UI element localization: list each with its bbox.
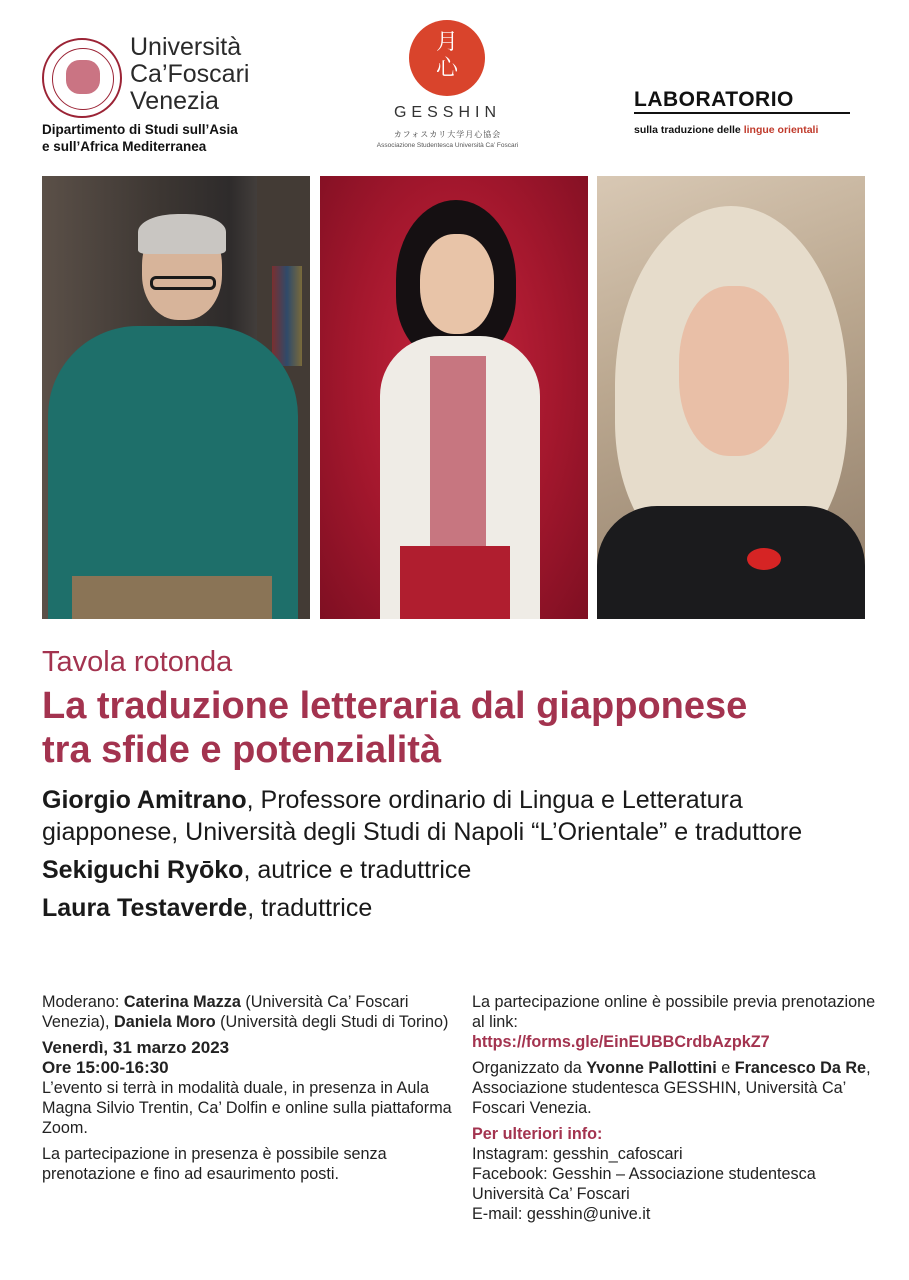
gesshin-subtitle-jp: カフォスカリ大学月心協会 [393,130,502,139]
department-line1: Dipartimento di Studi sull’Asia [42,122,238,137]
online-participation: La partecipazione online è possibile previa prenotazione al link: [472,993,876,1031]
event-type: Tavola rotonda [42,646,233,678]
university-name-line1: Università [130,33,242,61]
event-date: Venerdì, 31 marzo 2023 [42,1038,230,1057]
facebook-contact[interactable]: Facebook: Gesshin – Associazione studentesca Università Ca’ Foscari [472,1165,816,1203]
university-name-line2: Ca’Foscari [130,60,250,88]
speaker-photo-sekiguchi [320,176,588,619]
speaker-photo-testaverde [597,176,865,619]
laboratorio-logo-rule [634,112,850,114]
registration-link[interactable]: https://forms.gle/EinEUBBCrdbAzpkZ7 [472,1033,770,1051]
event-time: Ore 15:00-16:30 [42,1058,169,1077]
event-details [42,992,452,1190]
event-title: La traduzione letteraria dal giapponese tra sfide e potenzialità [42,685,748,771]
speaker-photo-amitrano [42,176,310,619]
speaker-item: Laura Testaverde, traduttrice [42,894,373,922]
speaker-item: Giorgio Amitrano, Professore ordinario di Lingua e Letteratura giapponese, Università degli Studi di Napoli “L’Orientale” e traduttore [42,786,803,846]
speakers-list [42,784,882,930]
laboratorio-logo-title: LABORATORIO [634,88,794,111]
laboratorio-logo-subtitle: sulla traduzione delle lingue orientali [634,124,819,136]
university-name-line3: Venezia [130,87,219,115]
gesshin-title: GESSHIN [393,104,501,121]
university-name [130,34,249,115]
speaker-item: Sekiguchi Ryōko, autrice e traduttrice [42,856,472,884]
organizers: Organizzato da Yvonne Pallottini e Francesco Da Re, Associazione studentesca GESSHIN, Università Ca’ Foscari Venezia. [472,1059,871,1117]
gesshin-subtitle-it: Associazione Studentesca Università Ca’ Foscari [376,142,519,149]
registration-info [472,992,882,1224]
moderators: Moderano: Caterina Mazza (Università Ca’ Foscari Venezia), Daniela Moro (Università degli Studi di Torino) [42,993,449,1031]
event-presence-note: La partecipazione in presenza è possibile senza prenotazione e fino ad esaurimento posti. [42,1145,387,1183]
department-name [42,121,238,155]
email-contact[interactable]: E-mail: gesshin@unive.it [472,1205,651,1223]
instagram-contact[interactable]: Instagram: gesshin_cafoscari [472,1145,683,1163]
gesshin-logo-glyphs: 月 心 [435,30,458,81]
event-mode: L’evento si terrà in modalità duale, in presenza in Aula Magna Silvio Trentin, Ca’ Dolfin e online sulla piattaforma Zoom. [42,1079,452,1137]
university-seal-logo [42,38,122,118]
department-line2: e sull’Africa Mediterranea [42,139,207,154]
info-heading: Per ulteriori info: [472,1125,603,1143]
